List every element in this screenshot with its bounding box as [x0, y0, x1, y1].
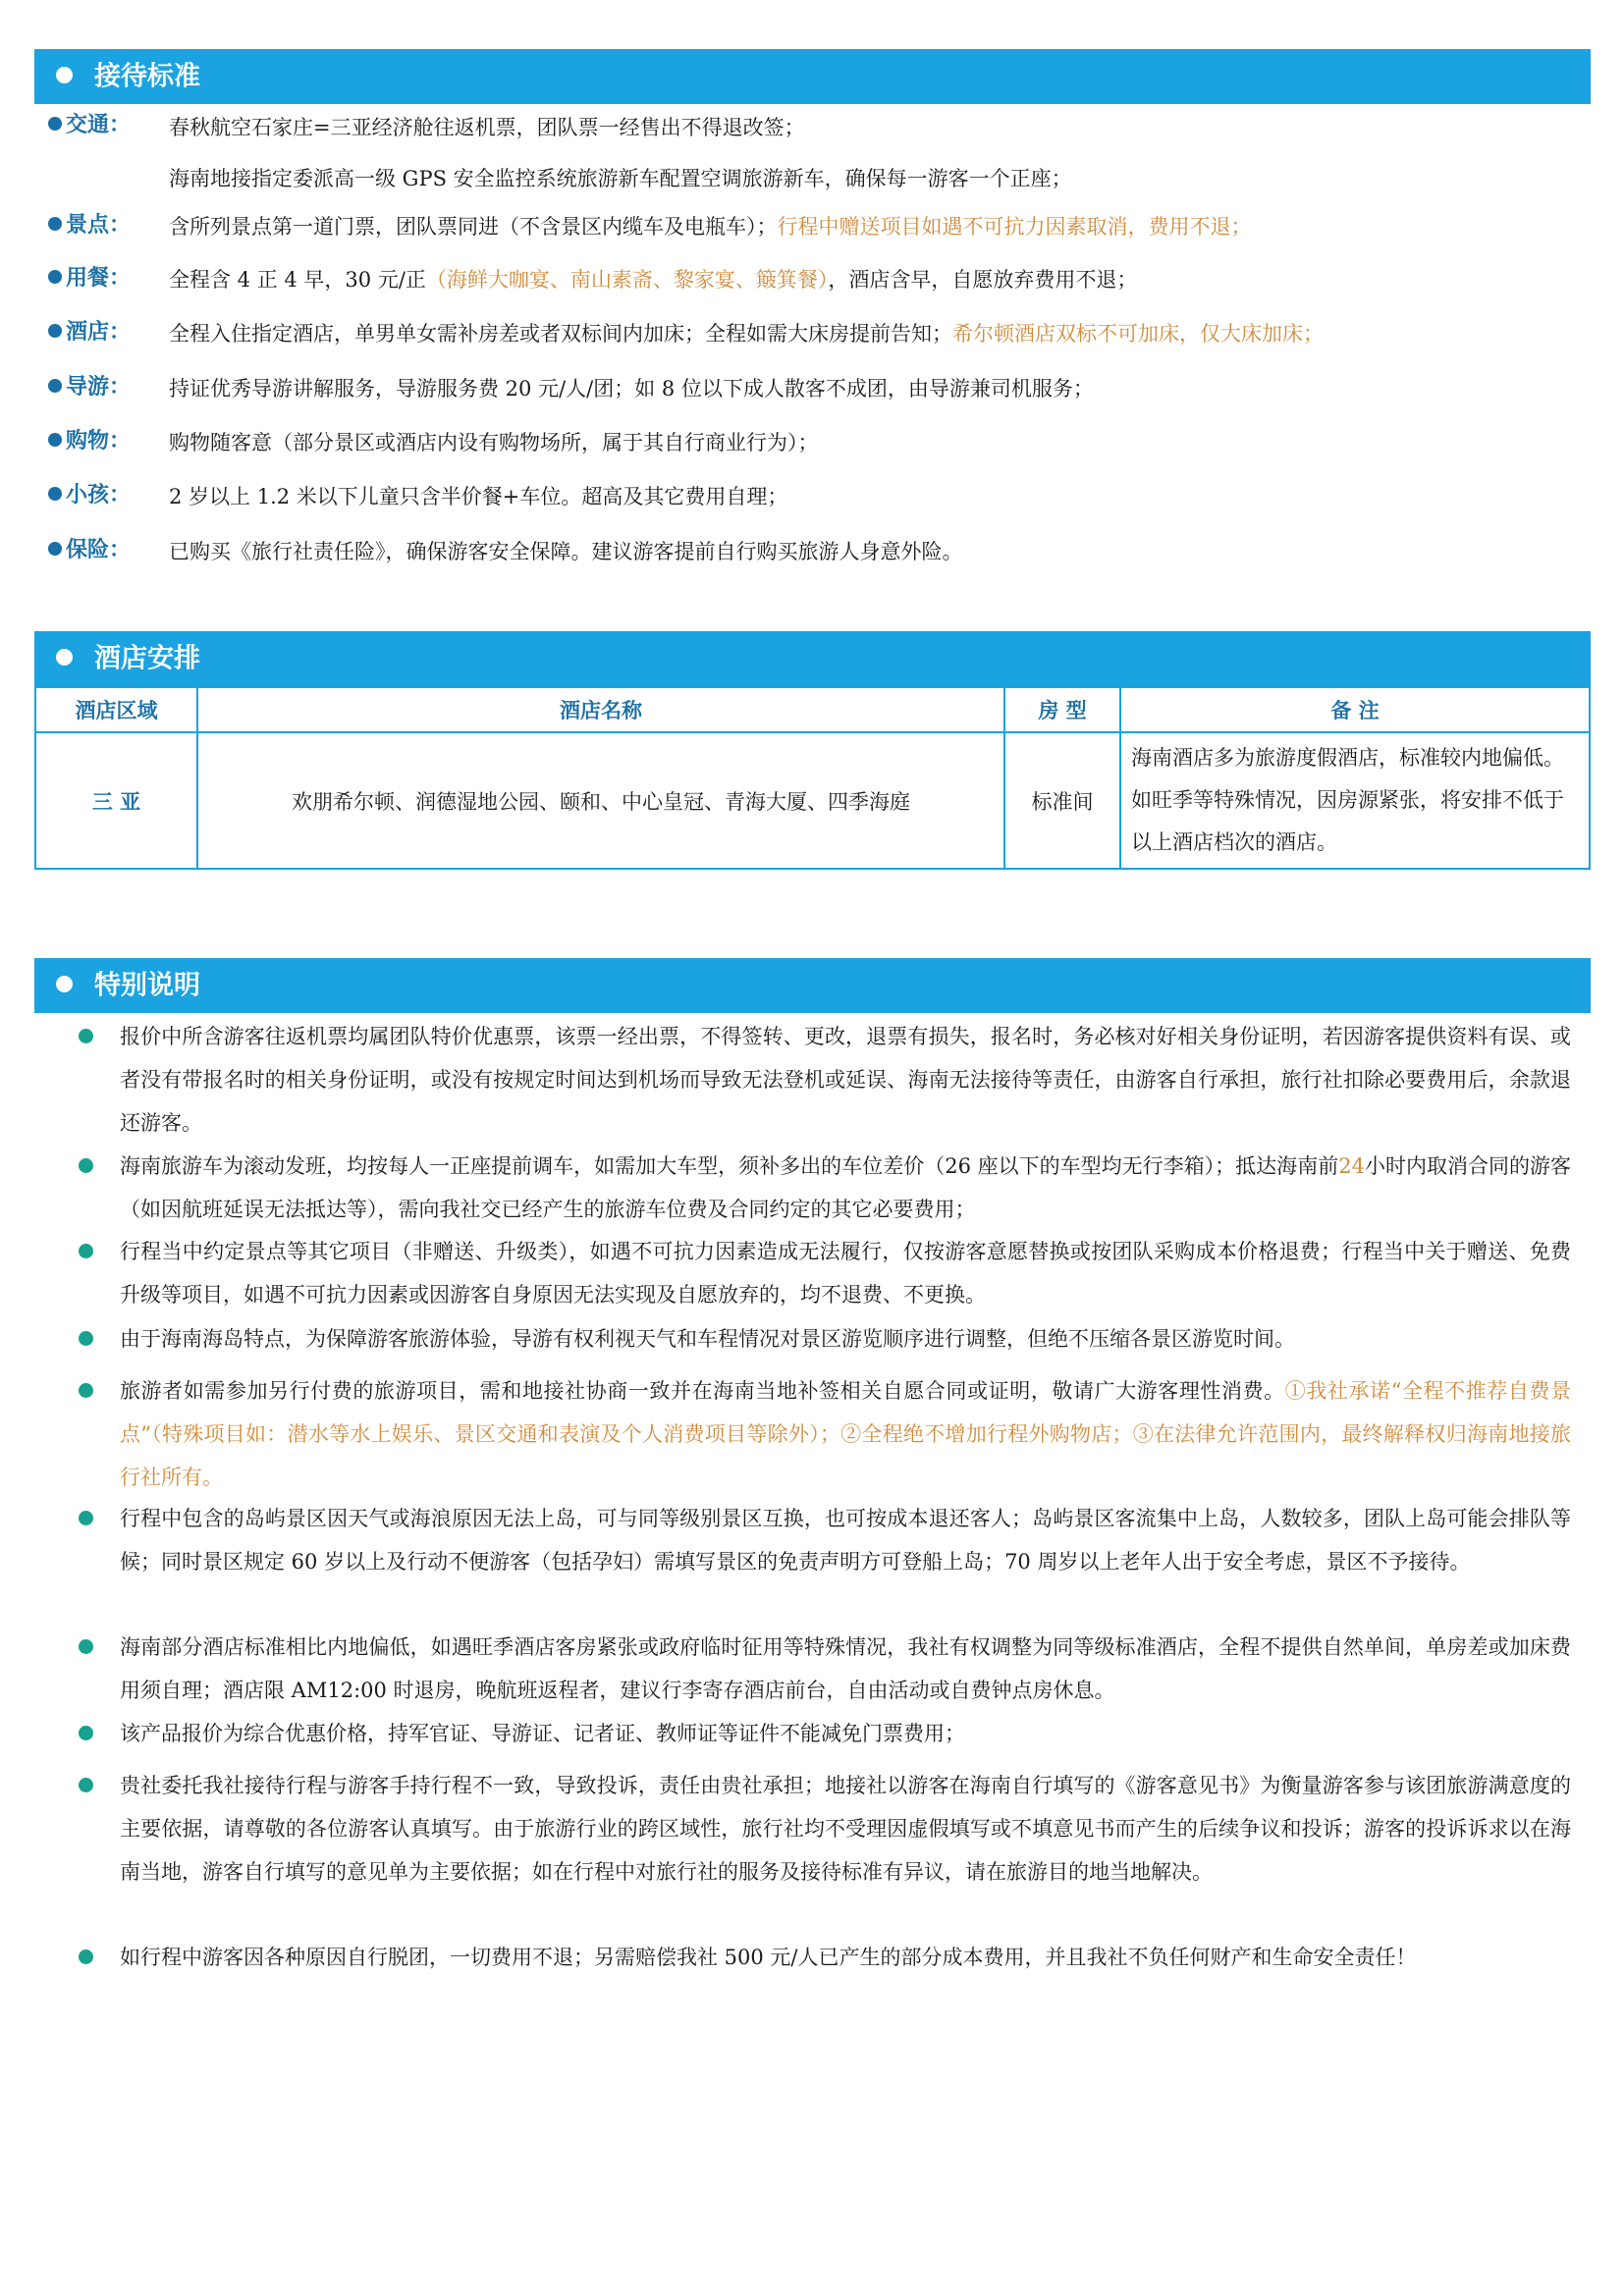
- bullet-dot-icon: [48, 270, 62, 284]
- bullet-dot-icon: [48, 324, 62, 338]
- section-title: 酒店安排: [94, 643, 200, 674]
- label-guide: 导游：: [48, 373, 131, 402]
- label-meals: 用餐：: [48, 264, 131, 294]
- bullet-dot-icon: [48, 217, 62, 231]
- bullet-dot-icon: [48, 433, 62, 447]
- section-title: 特别说明: [94, 970, 200, 1001]
- list-item-text: 如行程中游客因各种原因自行脱团，一切费用不退；另需赔偿我社 500 元/人已产生的部分成本费用，并且我社不负任何财产和生命安全责任！: [120, 1946, 1417, 1969]
- bullet-dot-icon: [79, 1511, 93, 1525]
- traffic-line-2: 海南地接指定委派高一级 GPS 安全监控系统旅游新车配置空调旅游新车，确保每一游客一个正座；: [169, 167, 1072, 190]
- spots-text: 含所列景点第一道门票，团队票同进（不含景区内缆车及电瓶车）；行程中赠送项目如遇不可抗力因素取消，费用不退；: [169, 215, 1252, 239]
- bullet-dot-icon: [56, 649, 73, 666]
- bullet-dot-icon: [79, 1158, 93, 1173]
- cell-hotel-names: 欢朋希尔顿、润德湿地公园、颐和、中心皇冠、青海大厦、四季海庭: [197, 732, 1004, 869]
- meals-text: 全程含 4 正 4 早，30 元/正（海鲜大咖宴、南山素斋、黎家宴、簸箕餐），酒店含早，自愿放弃费用不退；: [169, 268, 1138, 292]
- bullet-dot-icon: [79, 1029, 93, 1043]
- hotel-text: 全程入住指定酒店，单男单女需补房差或者双标间内加床；全程如需大床房提前告知；希尔顿酒店双标不可加床，仅大床加床；: [169, 322, 1324, 346]
- list-item-text: 海南旅游车为滚动发班，均按每人一正座提前调车，如需加大车型，须补多出的车位差价（26 座以下的车型均无行李箱）；抵达海南前24小时内取消合同的游客（如因航班延误无法抵达等），需向我社交已经产生的旅游车位费及合同约定的其它必要费用；: [120, 1154, 1571, 1221]
- section-title: 接待标准: [94, 61, 200, 92]
- column-header-note: 备 注: [1120, 687, 1590, 732]
- bullet-dot-icon: [79, 1778, 93, 1792]
- bullet-dot-icon: [79, 1639, 93, 1654]
- guide-text: 持证优秀导游讲解服务，导游服务费 20 元/人/团；如 8 位以下成人散客不成团，由导游兼司机服务；: [169, 377, 1094, 400]
- bullet-dot-icon: [56, 976, 73, 992]
- label-child: 小孩：: [48, 481, 131, 510]
- table-row: [35, 732, 1590, 869]
- list-item-text: 旅游者如需参加另行付费的旅游项目，需和地接社协商一致并在海南当地补签相关自愿合同或证明，敬请广大游客理性消费。①我社承诺“全程不推荐自费景点”（特殊项目如：潜水等水上娱乐、景区交通和表演及个人消费项目等除外）；②全程绝不增加行程外购物店；③在法律允许范围内，最终解释权归海南地接旅行社所有。: [120, 1379, 1571, 1489]
- bullet-dot-icon: [79, 1244, 93, 1258]
- bullet-dot-icon: [48, 117, 62, 131]
- table-header-row: [35, 687, 1590, 732]
- cell-note: 海南酒店多为旅游度假酒店，标准较内地偏低。如旺季等特殊情况，因房源紧张，将安排不低于以上酒店档次的酒店。: [1120, 732, 1590, 869]
- cell-area: 三 亚: [35, 732, 197, 869]
- bullet-dot-icon: [79, 1331, 93, 1346]
- list-item-text: 海南部分酒店标准相比内地偏低，如遇旺季酒店客房紧张或政府临时征用等特殊情况，我社有权调整为同等级标准酒店，全程不提供自然单间，单房差或加床费用须自理；酒店限 AM12:00 时退房，晚航班返程者，建议行李寄存酒店前台，自由活动或自费钟点房休息。: [120, 1635, 1571, 1702]
- shopping-text: 购物随客意（部分景区或酒店内设有购物场所，属于其自行商业行为）；: [169, 431, 819, 454]
- section-header-hotels: [34, 631, 1591, 686]
- list-item-text: 该产品报价为综合优惠价格，持军官证、导游证、记者证、教师证等证件不能减免门票费用；: [120, 1722, 965, 1745]
- bullet-dot-icon: [56, 67, 73, 83]
- list-item-text: 行程当中约定景点等其它项目（非赠送、升级类），如遇不可抗力因素造成无法履行，仅按游客意愿替换或按团队采购成本价格退费；行程当中关于赠送、免费升级等项目，如遇不可抗力因素或因游客自身原因无法实现及自愿放弃的，均不退费、不更换。: [120, 1240, 1571, 1307]
- section-header-reception: [34, 49, 1591, 104]
- insurance-text: 已购买《旅行社责任险》，确保游客安全保障。建议游客提前自行购买旅游人身意外险。: [169, 540, 963, 563]
- bullet-dot-icon: [48, 379, 62, 393]
- child-text: 2 岁以上 1.2 米以下儿童只含半价餐+车位。超高及其它费用自理；: [169, 485, 788, 508]
- column-header-type: 房 型: [1004, 687, 1120, 732]
- bullet-dot-icon: [79, 1383, 93, 1398]
- bullet-dot-icon: [79, 1949, 93, 1964]
- label-shopping: 购物：: [48, 427, 131, 456]
- traffic-line-1: 春秋航空石家庄=三亚经济舱往返机票，团队票一经售出不得退改签；: [169, 116, 805, 139]
- list-item-text: 由于海南海岛特点，为保障游客旅游体验，导游有权利视天气和车程情况对景区游览顺序进行调整，但绝不压缩各景区游览时间。: [120, 1327, 1295, 1351]
- hotel-table: [34, 686, 1591, 870]
- bullet-dot-icon: [48, 542, 62, 556]
- cell-room-type: 标准间: [1004, 732, 1120, 869]
- list-item-text: 行程中包含的岛屿景区因天气或海浪原因无法上岛，可与同等级别景区互换，也可按成本退还客人；岛屿景区客流集中上岛，人数较多，团队上岛可能会排队等候；同时景区规定 60 岁以上及行动不便游客（包括孕妇）需填写景区的免责声明方可登船上岛；70 周岁以上老年人出于安全考虑，景区不予接待。: [120, 1507, 1571, 1574]
- section-header-special: [34, 958, 1591, 1013]
- bullet-dot-icon: [48, 487, 62, 501]
- label-spots: 景点：: [48, 211, 131, 240]
- label-traffic: 交通：: [48, 111, 131, 140]
- list-item-text: 报价中所含游客往返机票均属团队特价优惠票，该票一经出票，不得签转、更改，退票有损失，报名时，务必核对好相关身份证明，若因游客提供资料有误、或者没有带报名时的相关身份证明，或没有按规定时间达到机场而导致无法登机或延误、海南无法接待等责任，由游客自行承担，旅行社扣除必要费用后，余款退还游客。: [120, 1025, 1571, 1135]
- column-header-area: 酒店区域: [35, 687, 197, 732]
- label-hotel: 酒店：: [48, 318, 131, 347]
- bullet-dot-icon: [79, 1726, 93, 1740]
- label-insurance: 保险：: [48, 536, 131, 565]
- list-item-text: 贵社委托我社接待行程与游客手持行程不一致，导致投诉，责任由贵社承担；地接社以游客在海南自行填写的《游客意见书》为衡量游客参与该团旅游满意度的主要依据，请尊敬的各位游客认真填写。由于旅游行业的跨区域性，旅行社均不受理因虚假填写或不填意见书而产生的后续争议和投诉；游客的投诉诉求以在海南当地，游客自行填写的意见单为主要依据；如在行程中对旅行社的服务及接待标准有异议，请在旅游目的地当地解决。: [120, 1774, 1571, 1884]
- column-header-name: 酒店名称: [197, 687, 1004, 732]
